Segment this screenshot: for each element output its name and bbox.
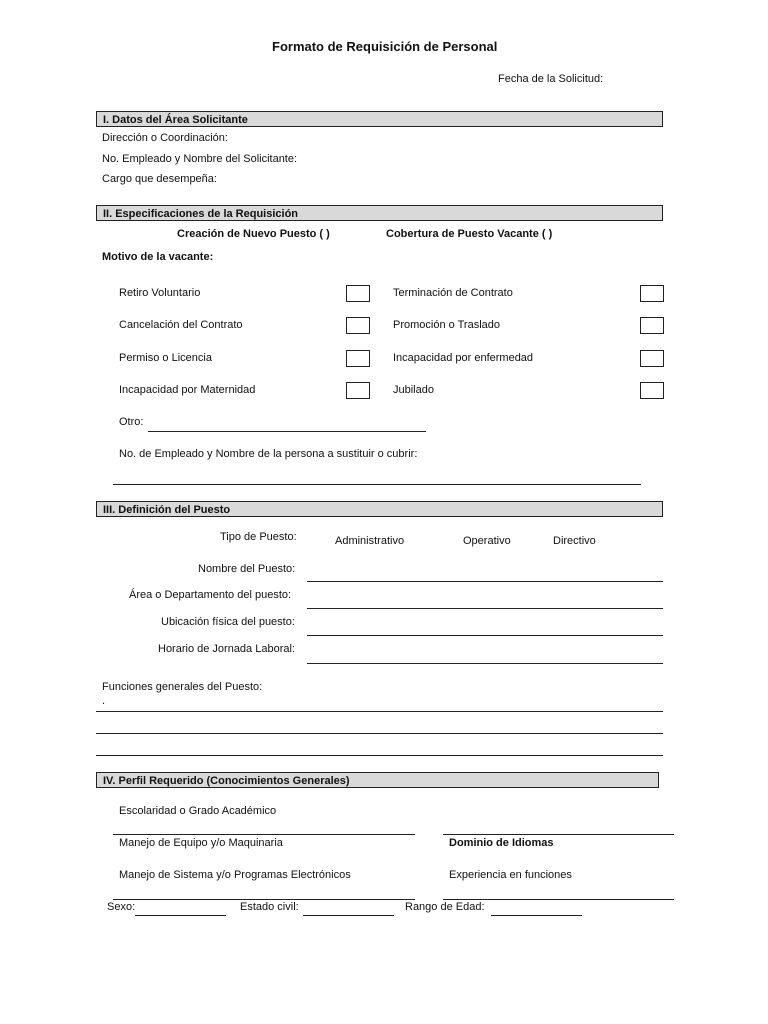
sustituir-label: No. de Empleado y Nombre de la persona a sustituir o cubrir: (119, 448, 418, 460)
permiso-licencia-label: Permiso o Licencia (119, 352, 212, 364)
retiro-voluntario-checkbox[interactable] (346, 285, 370, 302)
section-especificaciones: II. Especificaciones de la Requisición (96, 205, 663, 221)
permiso-licencia-checkbox[interactable] (346, 350, 370, 367)
funciones-line-2[interactable] (96, 733, 663, 734)
horario-jornada-label: Horario de Jornada Laboral: (158, 643, 295, 655)
section-datos-area: I. Datos del Área Solicitante (96, 111, 663, 127)
sustituir-field[interactable] (113, 484, 641, 485)
manejo-sistemas-label: Manejo de Sistema y/o Programas Electrónicos (119, 869, 351, 881)
cancelacion-contrato-checkbox[interactable] (346, 317, 370, 334)
sexo-field[interactable] (135, 915, 226, 916)
empleado-solicitante-label: No. Empleado y Nombre del Solicitante: (102, 153, 298, 165)
tipo-puesto-label: Tipo de Puesto: (220, 531, 297, 543)
escolaridad-label: Escolaridad o Grado Académico (119, 805, 277, 817)
fecha-label: Fecha de la Solicitud: (498, 73, 604, 85)
cancelacion-contrato-label: Cancelación del Contrato (119, 319, 243, 331)
dominio-idiomas-label: Dominio de Idiomas (449, 837, 554, 849)
tipo-operativo-option[interactable]: Operativo (463, 535, 511, 547)
direccion-label: Dirección o Coordinación: (102, 132, 228, 144)
horario-jornada-field[interactable] (307, 663, 663, 664)
promocion-traslado-checkbox[interactable] (640, 317, 664, 334)
escolaridad-right-field[interactable] (443, 834, 674, 835)
funciones-line-3[interactable] (96, 755, 663, 756)
manejo-sistemas-field[interactable] (113, 899, 415, 900)
sexo-label: Sexo: (107, 901, 136, 913)
otro-label: Otro: (119, 416, 144, 428)
tipo-directivo-option[interactable]: Directivo (553, 535, 596, 547)
cargo-label: Cargo que desempeña: (102, 173, 217, 185)
rango-edad-label: Rango de Edad: (405, 901, 485, 913)
promocion-traslado-label: Promoción o Traslado (393, 319, 500, 331)
jubilado-checkbox[interactable] (640, 382, 664, 399)
creacion-nuevo-puesto-option[interactable]: Creación de Nuevo Puesto ( ) (177, 228, 330, 240)
incapacidad-maternidad-checkbox[interactable] (346, 382, 370, 399)
funciones-generales-label: Funciones generales del Puesto: (102, 681, 263, 693)
experiencia-funciones-field[interactable] (443, 899, 674, 900)
ubicacion-fisica-label: Ubicación física del puesto: (161, 616, 295, 628)
nombre-puesto-label: Nombre del Puesto: (198, 563, 296, 575)
manejo-equipo-label: Manejo de Equipo y/o Maquinaria (119, 837, 283, 849)
area-departamento-field[interactable] (307, 608, 663, 609)
funciones-dot: . (102, 695, 106, 707)
motivo-vacante-label: Motivo de la vacante: (102, 251, 214, 263)
estado-civil-field[interactable] (303, 915, 394, 916)
cobertura-puesto-option[interactable]: Cobertura de Puesto Vacante ( ) (386, 228, 553, 240)
incapacidad-maternidad-label: Incapacidad por Maternidad (119, 384, 256, 396)
tipo-administrativo-option[interactable]: Administrativo (335, 535, 405, 547)
section-perfil-requerido: IV. Perfil Requerido (Conocimientos Generales) (96, 772, 659, 788)
funciones-line-1[interactable] (96, 711, 663, 712)
section-definicion-puesto: III. Definición del Puesto (96, 501, 663, 517)
otro-field[interactable] (148, 431, 426, 432)
area-departamento-label: Área o Departamento del puesto: (129, 589, 292, 601)
escolaridad-field[interactable] (113, 834, 415, 835)
jubilado-label: Jubilado (393, 384, 434, 396)
nombre-puesto-field[interactable] (307, 581, 663, 582)
retiro-voluntario-label: Retiro Voluntario (119, 287, 201, 299)
page-title: Formato de Requisición de Personal (272, 39, 498, 54)
incapacidad-enfermedad-checkbox[interactable] (640, 350, 664, 367)
terminacion-contrato-checkbox[interactable] (640, 285, 664, 302)
terminacion-contrato-label: Terminación de Contrato (393, 287, 513, 299)
ubicacion-fisica-field[interactable] (307, 635, 663, 636)
experiencia-funciones-label: Experiencia en funciones (449, 869, 572, 881)
rango-edad-field[interactable] (491, 915, 582, 916)
estado-civil-label: Estado civil: (240, 901, 299, 913)
incapacidad-enfermedad-label: Incapacidad por enfermedad (393, 352, 534, 364)
